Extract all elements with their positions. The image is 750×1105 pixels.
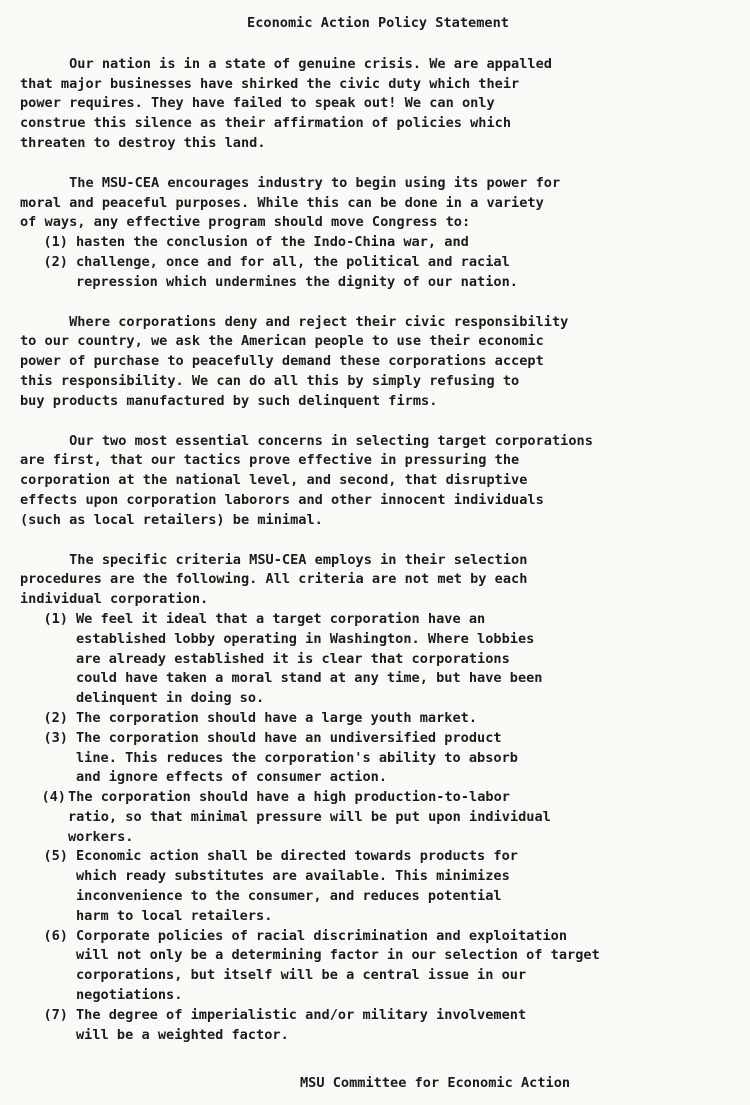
list-item-text: Economic action shall be directed towards products for which ready substitutes are available. This minimizes inconvenience to the consumer, and reduces potential harm to local retailers. [76,848,518,924]
list-item-number: (2) [43,253,68,270]
list-item [20,233,736,253]
list-item-text: We feel it ideal that a target corporation have an established lobby operating in Washington. Where lobbies are already established it is clear that corporations could have taken a moral stand at any time, but have been delinquent in doing so. [76,610,543,707]
paragraph-concerns: Our two most essential concerns in selecting target corporations are first, that our tactics prove effective in pressuring the corporation at the national level, and second, that disruptive effects upon corporation laborors and other innocent individuals (such as local retailers) be minimal. [20,432,593,528]
criteria-list [20,610,736,1046]
signature-line: MSU Committee for Economic Action [300,1075,571,1091]
list-item-number: (7) [43,1006,68,1023]
paragraph-crisis: Our nation is in a state of genuine crisis. We are appalled that major businesses have shirked the civic duty which their power requires. They have failed to speak out! We can only construe this silence as their affirmation of policies which threaten to destroy this land. [20,55,552,151]
list-item-number: (5) [43,848,68,865]
list-item-number: (4) [41,789,66,806]
list-item [20,729,736,788]
list-item [20,847,736,926]
list-item [20,788,736,847]
congress-list [20,233,736,292]
list-item-number: (1) [43,610,68,627]
list-item-text: challenge, once and for all, the political and racial repression which undermines the dignity of our nation. [76,253,518,290]
list-item-text: The corporation should have an undiversified product line. This reduces the corporation's ability to absorb and ignore effects of consumer action. [76,729,518,786]
list-item-number: (3) [43,729,68,746]
list-item-text: The corporation should have a high production-to-labor ratio, so that minimal pressure will be put upon individual workers. [68,789,551,845]
list-item [20,1006,736,1046]
list-item-number: (6) [43,927,68,944]
list-item-text: hasten the conclusion of the Indo-China war, and [76,234,469,251]
list-item [20,253,736,293]
list-item-number: (1) [43,234,68,251]
document-title: Economic Action Policy Statement [247,15,509,31]
list-item [20,709,736,729]
list-item-number: (2) [43,709,68,726]
list-item-text: Corporate policies of racial discrimination and exploitation will not only be a determining factor in our selection of target corporations, but itself will be a central issue in our negotiations. [76,927,600,1004]
paragraph-criteria: The specific criteria MSU-CEA employs in their selection procedures are the following. All criteria are not met by each individual corporation. [20,551,528,608]
list-item [20,927,736,1006]
list-item [20,610,736,709]
list-item-text: The degree of imperialistic and/or military involvement will be a weighted factor. [76,1006,527,1043]
paragraph-industry: The MSU-CEA encourages industry to begin using its power for moral and peaceful purposes. While this can be done in a variety of ways, any effective program should move Congress to: [20,174,561,231]
list-item-text: The corporation should have a large youth market. [76,709,478,726]
paragraph-responsibility: Where corporations deny and reject their civic responsibility to our country, we ask the American people to use their economic power of purchase to peacefully demand these corporations accept this responsibility. We can do all this by simply refusing to buy products manufactured by such delinquent firms. [20,313,569,409]
